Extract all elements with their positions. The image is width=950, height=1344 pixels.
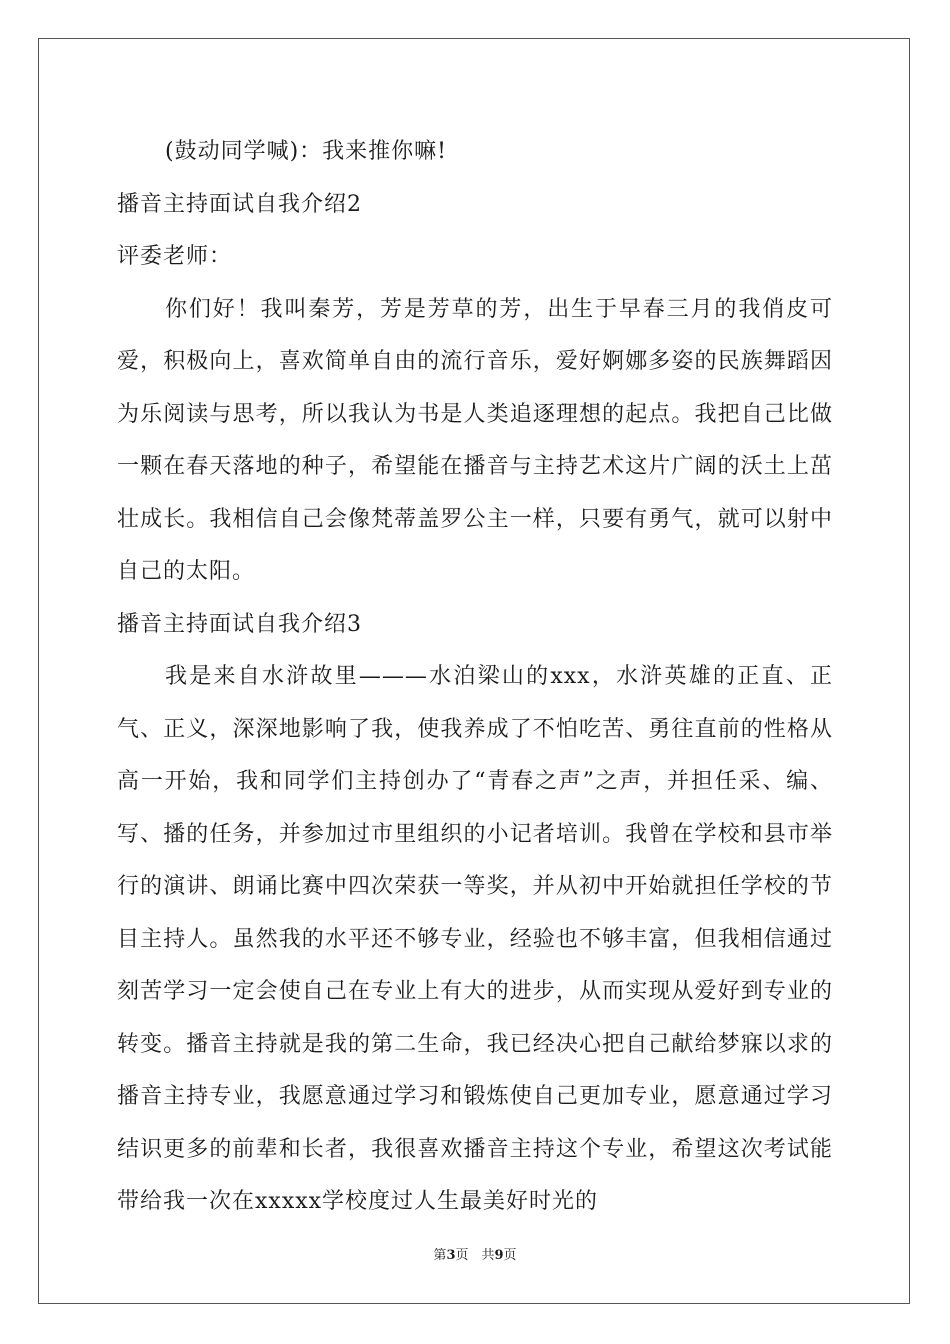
salutation: 评委老师： (117, 244, 233, 269)
document-body (117, 126, 833, 1229)
page-current: 3 (446, 1248, 456, 1263)
paragraph-intro-2: 你们好！我叫秦芳，芳是芳草的芳，出生于早春三月的我俏皮可爱，积极向上，喜欢简单自由的流行音乐，爱好婀娜多姿的民族舞蹈因为乐阅读与思考，所以我认为书是人类追逐理想的起点。我把自己比做一颗在春天落地的种子，希望能在播音与主持艺术这片广阔的沃土上茁壮成长。我相信自己会像梵蒂盖罗公主一样，只要有勇气，就可以射中自己的太阳。 (117, 296, 833, 584)
page-suffix: 页 (503, 1248, 517, 1263)
paragraph-intro-3: 我是来自水浒故里———水泊梁山的xxx，水浒英雄的正直、正气、正义，深深地影响了我，使我养成了不怕吃苦、勇往直前的性格从高一开始，我和同学们主持创办了“青春之声”之声，并担任采、编、写、播的任务，并参加过市里组织的小记者培训。我曾在学校和县市举行的演讲、朗诵比赛中四次荣获一等奖，并从初中开始就担任学校的节目主持人。虽然我的水平还不够专业，经验也不够丰富，但我相信通过刻苦学习一定会使自己在专业上有大的进步，从而实现从爱好到专业的转变。播音主持就是我的第二生命，我已经决心把自己献给梦寐以求的播音主持专业，我愿意通过学习和锻炼使自己更加专业，愿意通过学习结识更多的前辈和长者，我很喜欢播音主持这个专业，希望这次考试能带给我一次在xxxxx学校度过人生最美好时光的 (117, 664, 833, 1214)
page-footer (0, 1246, 950, 1266)
heading-intro-2: 播音主持面试自我介绍2 (117, 191, 362, 217)
page-mid: 页 共 (455, 1248, 495, 1263)
heading-intro-3: 播音主持面试自我介绍3 (117, 611, 362, 637)
paragraph-cheer: (鼓动同学喊)：我来推你嘛! (165, 139, 448, 164)
page-prefix: 第 (433, 1248, 447, 1263)
page-total: 9 (494, 1248, 504, 1263)
